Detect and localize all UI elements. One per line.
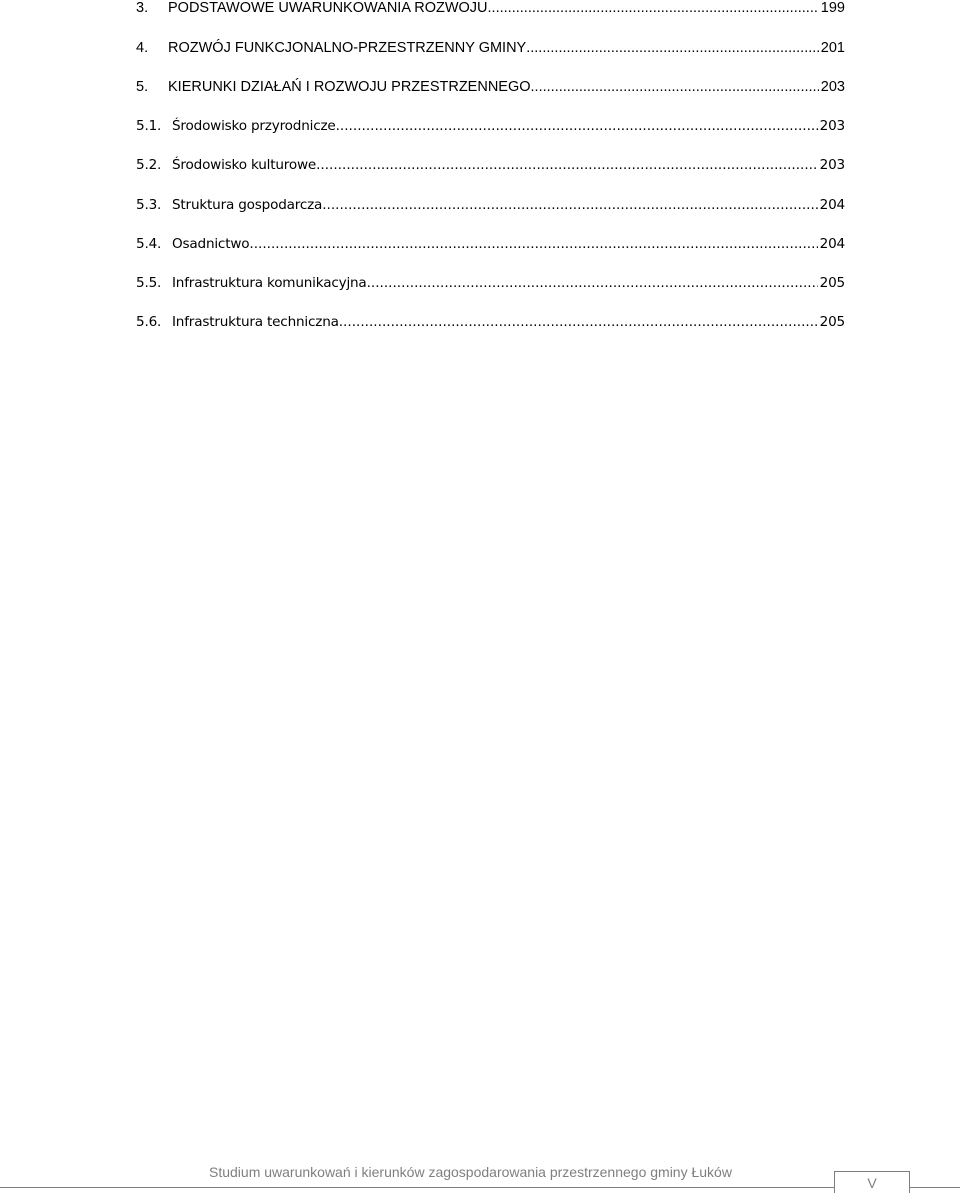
- toc-leader-dots: [322, 197, 817, 213]
- toc-entry[interactable]: [136, 191, 845, 213]
- toc-entry-page: 199: [820, 0, 845, 16]
- toc-entry[interactable]: [136, 34, 845, 56]
- toc-entry-page: 203: [820, 79, 845, 95]
- toc-entry-page: 201: [820, 40, 845, 56]
- toc-entry-page: 204: [819, 197, 845, 213]
- toc-entry-number: 5.2.: [136, 157, 162, 173]
- toc-entry-number: 5.3.: [136, 197, 162, 213]
- toc-entry-page: 203: [819, 157, 845, 173]
- toc-entry-number: 3.: [136, 0, 149, 16]
- toc-entry-page: 204: [819, 236, 845, 252]
- toc-entry[interactable]: [136, 73, 845, 95]
- toc-entry-number: 5.4.: [136, 236, 162, 252]
- toc-entry-number: 5.1.: [136, 118, 162, 134]
- page-number-box: [834, 1171, 910, 1193]
- toc-entry-number: 4.: [136, 40, 149, 56]
- toc-entry-number: 5.6.: [136, 314, 162, 330]
- toc-entry[interactable]: [136, 230, 845, 252]
- toc-entry-title: PODSTAWOWE UWARUNKOWANIA ROZWOJU: [168, 0, 488, 16]
- footer-document-title: Studium uwarunkowań i kierunków zagospodarowania przestrzennego gminy Łuków: [209, 1164, 732, 1180]
- page-footer: [0, 1160, 960, 1193]
- toc-entry[interactable]: [136, 308, 845, 330]
- toc-entry-page: 203: [819, 118, 845, 134]
- toc-entry-title: Struktura gospodarcza: [172, 197, 323, 213]
- toc-entry-title: ROZWÓJ FUNKCJONALNO-PRZESTRZENNY GMINY: [168, 40, 527, 56]
- toc-entry[interactable]: [136, 269, 845, 291]
- toc-leader-dots: [316, 157, 818, 173]
- toc-entry-number: 5.5.: [136, 275, 162, 291]
- toc-leader-dots: [526, 40, 819, 56]
- toc-leader-dots: [488, 0, 819, 16]
- toc-leader-dots: [336, 118, 818, 134]
- toc-entry-title: Środowisko przyrodnicze: [172, 118, 336, 134]
- toc-entry-page: 205: [819, 314, 845, 330]
- toc-entry-title: Osadnictwo: [172, 236, 250, 252]
- footer-divider: [0, 1187, 960, 1188]
- page-number: V: [867, 1175, 877, 1191]
- toc-leader-dots: [249, 236, 817, 252]
- toc-entry-title: KIERUNKI DZIAŁAŃ I ROZWOJU PRZESTRZENNEGO: [168, 79, 531, 95]
- toc-leader-dots: [531, 79, 819, 95]
- toc-entry-title: Środowisko kulturowe: [172, 157, 317, 173]
- toc-entry[interactable]: [136, 0, 845, 16]
- toc-entry[interactable]: [136, 151, 845, 173]
- toc-leader-dots: [367, 275, 818, 291]
- toc-entry-title: Infrastruktura komunikacyjna: [172, 275, 367, 291]
- toc-entry-title: Infrastruktura techniczna: [172, 314, 339, 330]
- toc-leader-dots: [339, 314, 818, 330]
- toc-entry[interactable]: [136, 112, 845, 134]
- toc-entry-number: 5.: [136, 79, 149, 95]
- toc-entry-page: 205: [819, 275, 845, 291]
